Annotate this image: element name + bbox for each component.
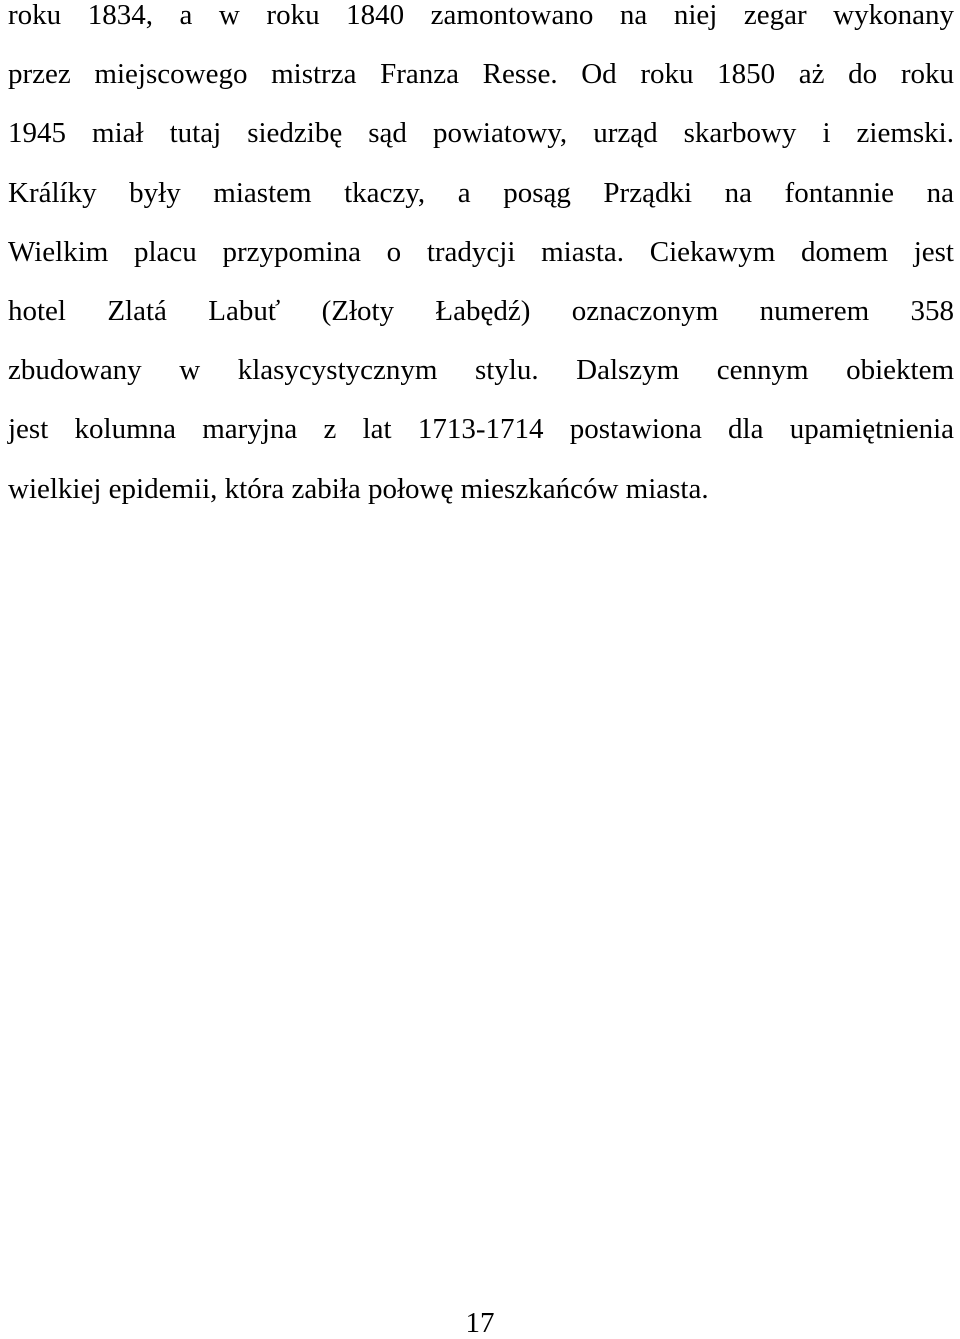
text-line-6: hotel Zlatá Labuť (Złoty Łabędź) oznaczonym numerem 358 [8,294,954,327]
page-number: 17 [465,1307,495,1339]
text-line-9: wielkiej epidemii, która zabiła połowę mieszkańców miasta. [8,472,709,505]
text-line-8: jest kolumna maryjna z lat 1713-1714 postawiona dla upamiętnienia [8,413,954,446]
text-line-7: zbudowany w klasycystycznym stylu. Dalszym cennym obiektem [8,354,954,387]
body-paragraph [8,0,954,533]
text-line-5: Wielkim placu przypomina o tradycji miasta. Ciekawym domem jest [8,235,954,268]
text-line-1: roku 1834, a w roku 1840 zamontowano na niej zegar wykonany [8,0,954,31]
text-line-3: 1945 miał tutaj siedzibę sąd powiatowy, urząd skarbowy i ziemski. [8,117,954,150]
text-line-2: przez miejscowego mistrza Franza Resse. Od roku 1850 aż do roku [8,58,954,91]
text-line-4: Králíky były miastem tkaczy, a posąg Prządki na fontannie na [8,176,954,209]
